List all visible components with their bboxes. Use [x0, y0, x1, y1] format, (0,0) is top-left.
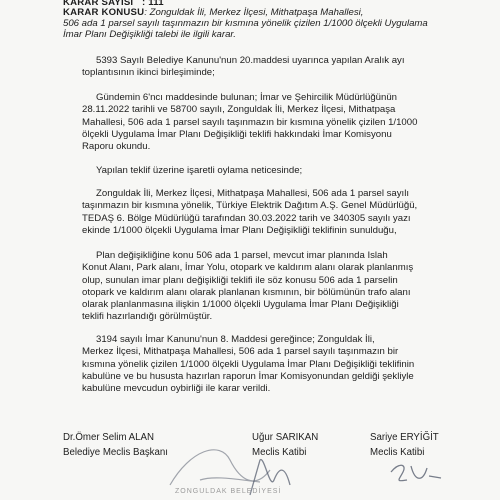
signer-name: Uğur SARIKAN — [252, 432, 319, 443]
karar-konusu-line2: 506 ada 1 parsel sayılı taşınmazın bir kısmına yönelik çizilen 1/1000 ölçekli Uygulama — [63, 18, 428, 29]
karar-konusu — [63, 7, 363, 18]
signature-block-3 — [370, 430, 439, 460]
handwritten-signature-3 — [385, 458, 445, 488]
karar-konusu-line3: İmar Planı Değişikliği talebi ile ilgili karar. — [63, 29, 236, 40]
karar-konusu-label: KARAR KONUSU — [63, 7, 145, 18]
signer-title: Belediye Meclis Başkanı — [63, 447, 168, 458]
signer-title: Meclis Katibi — [252, 447, 307, 458]
stamp-text: ZONGULDAK BELEDİYESİ — [175, 488, 282, 495]
karar-konusu-line1: : Zonguldak İli, Merkez İlçesi, Mithatpaşa Mahallesi, — [144, 7, 364, 18]
paragraph-2: Gündemin 6'ncı maddesinde bulunan; İmar ve Şehircilik Müdürlüğünün 28.11.2022 tarihli ve 58700 sayılı, Zonguldak İli, Merkez İlçesi, Mithatpaşa Mahallesi, 506 ada 1 parsel sayılı taşınmazın bir kısmına yönelik çizilen 1/1000 ölçekli Uygulama İmar Planı Değişikliği teklifi hakkındaki İmar Komisyonu Raporu okundu. — [82, 92, 418, 153]
signer-title: Meclis Katibi — [370, 447, 425, 458]
karar-sayisi-value: : 111 — [141, 0, 164, 8]
paragraph-3: Yapılan teklif üzerine işaretli oylama neticesinde; — [96, 165, 303, 176]
paragraph-5: Plan değişikliğine konu 506 ada 1 parsel, mevcut imar planında Islah Konut Alanı, Park alanı, İmar Yolu, otopark ve kaldırım alanı olarak planlanmış olup, sunulan imar planı değişikliği teklifi ile söz konusu 506 ada 1 parselin otopark ve kaldırım alanı olarak planlanan kısmının, bir bölümünün trafo alanı olarak planlanmasına ilişkin 1/1000 ölçekli Uygulama İmar Planı Değişikliği teklifi hazırlandığı görülmüştür. — [82, 250, 414, 323]
paragraph-6: 3194 sayılı İmar Kanunu'nun 8. Maddesi gereğince; Zonguldak İli, Merkez İlçesi, Mithatpaşa Mahallesi, 506 ada 1 parsel sayılı taşınmazın bir kısmına yönelik çizilen 1/1000 ölçekli Uygulama İmar Planı Değişikliği teklifinin kabulüne ve bu hususta hazırlan raporun İmar Komisyonundan geldiği şekliyle kabulüne mevcudun oybirliği ile karar verildi. — [82, 334, 415, 395]
paragraph-1: 5393 Sayılı Belediye Kanunu'nun 20.maddesi uyarınca yapılan Aralık ayı toplantısının ikinci birleşiminde; — [82, 55, 405, 79]
signer-name: Dr.Ömer Selim ALAN — [63, 432, 154, 443]
paragraph-4: Zonguldak İli, Merkez İlçesi, Mithatpaşa Mahallesi, 506 ada 1 parsel sayılı taşınmazın bir kısmına yönelik, Türkiye Elektrik Dağıtım A.Ş. Genel Müdürlüğü, TEDAŞ 6. Bölge Müdürlüğü tarafından 30.03.2022 tarih ve 340305 sayılı yazı ekinde 1/1000 ölçekli Uygulama İmar Planı Değişikliği teklifinin sunulduğu, — [82, 188, 418, 236]
signer-name: Sariye ERYİĞİT — [370, 432, 439, 443]
signature-block-1 — [63, 430, 168, 460]
karar-sayisi-label: KARAR SAYISI — [63, 0, 134, 8]
